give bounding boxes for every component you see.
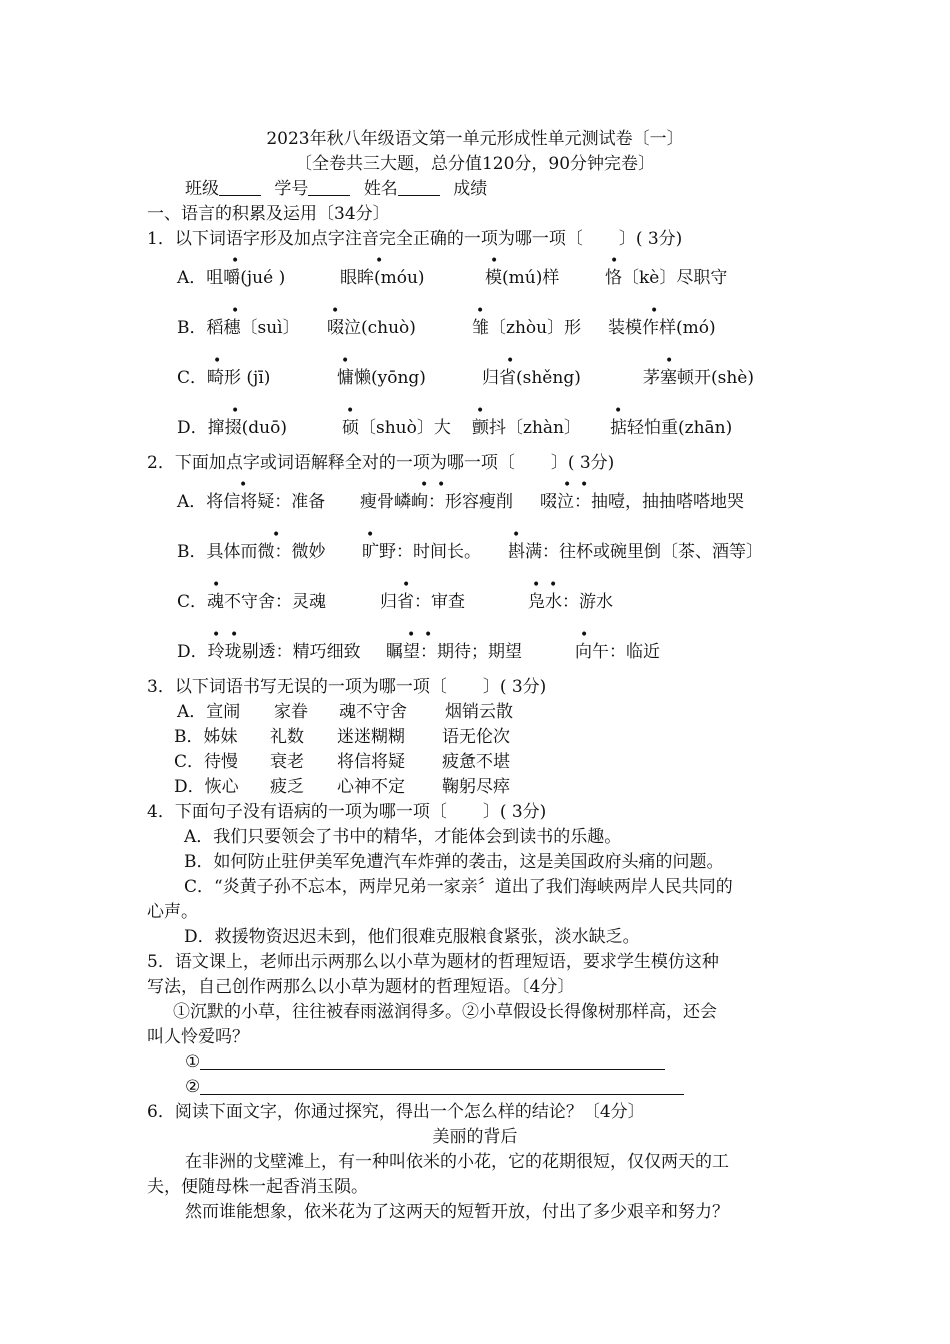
q1-option-c-2: 慵懒(yōng): [337, 368, 426, 388]
q3-option-a-1: A．宣闹: [177, 702, 241, 722]
q3-option-b-3: 迷迷糊糊: [337, 727, 405, 747]
q1-option-a-2: 眼眸(móu): [340, 268, 425, 288]
q2-option-d-3: 向午：临近: [575, 642, 660, 662]
emphasis-dot: •: [230, 627, 239, 643]
q3-option-d-2: 疲乏: [270, 777, 304, 797]
q2-option-b-1: B．具体而微：微妙: [177, 542, 326, 562]
emphasis-dot: •: [231, 403, 240, 419]
q3-points: 〕( 3分): [482, 677, 547, 697]
q4-points: 〕( 3分): [482, 802, 547, 822]
q2-option-b-3: 斟满：往杯或碗里倒〔茶、酒等〕: [508, 542, 763, 562]
exam-subtitle: 〔全卷共三大题，总分值120分，90分钟完卷〕: [294, 154, 656, 174]
exam-title: 2023年秋八年级语文第一单元形成性单元测试卷〔一〕: [266, 129, 684, 149]
q5-marker-1: ①: [185, 1052, 201, 1072]
emphasis-dot: •: [213, 353, 222, 369]
q3-option-c-4: 疲惫不堪: [442, 752, 510, 772]
q2-stem-text: 2．下面加点字或词语解释全对的一项为哪一项〔: [147, 453, 515, 473]
emphasis-dot: •: [580, 627, 589, 643]
q1-option-b-4: 装模作样(mó): [608, 318, 716, 338]
emphasis-dot: •: [341, 353, 350, 369]
id-field[interactable]: [308, 179, 350, 196]
q6-paragraph-2: 然而谁能想象，依米花为了这两天的短暂开放，付出了多少艰辛和努力？: [185, 1202, 729, 1222]
emphasis-dot: •: [476, 403, 485, 419]
class-label: 班级: [185, 179, 219, 199]
emphasis-dot: •: [231, 253, 240, 269]
q3-option-c-1: C．待慢: [174, 752, 239, 772]
q2-option-b-2: 旷野：时间长。: [362, 542, 481, 562]
emphasis-dot: •: [366, 527, 375, 543]
q2-option-d-1: D．玲珑剔透：精巧细致: [177, 642, 361, 662]
q3-option-c-2: 衰老: [270, 752, 304, 772]
q3-stem: [147, 676, 546, 698]
q1-option-b-3: 雏〔zhòu〕形: [472, 318, 582, 338]
emphasis-dot: •: [437, 477, 446, 493]
q5-marker-2: ②: [185, 1077, 201, 1097]
q2-option-c-3: 凫水：游水: [528, 592, 613, 612]
q1-option-d-3: 颤抖〔zhàn〕: [472, 418, 581, 438]
emphasis-dot: •: [272, 527, 281, 543]
q3-option-b-4: 语无伦次: [442, 727, 510, 747]
q2-points: 〕( 3分): [550, 453, 615, 473]
q1-stem-text: 1．以下词语字形及加点字注音完全正确的一项为哪一项〔: [147, 229, 583, 249]
q5-answer-2-field[interactable]: [200, 1077, 684, 1095]
q4-stem: [147, 801, 546, 823]
emphasis-dot: •: [231, 303, 240, 319]
emphasis-dot: •: [490, 253, 499, 269]
q6-paragraph-1: 在非洲的戈壁滩上，有一种叫依米的小花，它的花期很短，仅仅两天的工: [185, 1152, 729, 1172]
q3-option-a-3: 魂不守舍: [339, 702, 407, 722]
emphasis-dot: •: [402, 577, 411, 593]
q5-answer-line-2: [185, 1076, 684, 1098]
q6-paragraph-1-cont: 夫，便随母株一起香消玉陨。: [147, 1177, 368, 1197]
emphasis-dot: •: [650, 303, 659, 319]
emphasis-dot: •: [424, 627, 433, 643]
emphasis-dot: •: [375, 253, 384, 269]
q3-option-b-2: 礼数: [270, 727, 304, 747]
q1-option-a-3: 模(mú)样: [485, 268, 560, 288]
emphasis-dot: •: [331, 303, 340, 319]
q1-points: 〕( 3分): [618, 229, 683, 249]
q2-stem: [147, 452, 614, 474]
emphasis-dot: •: [512, 527, 521, 543]
emphasis-dot: •: [506, 353, 515, 369]
q2-option-a-2: 瘦骨嶙峋：形容瘦削: [360, 492, 513, 512]
q4-option-c: C．“炎黄子孙不忘本，两岸兄弟一家亲〞道出了我们海峡两岸人民共同的: [184, 877, 733, 897]
q2-option-d-2: 瞩望：期待；期望: [386, 642, 522, 662]
q3-option-b-1: B．姊妹: [174, 727, 238, 747]
q4-option-d: D．救援物资迟迟未到，他们很难克服粮食紧张，淡水缺乏。: [184, 927, 640, 947]
score-label: 成绩: [453, 179, 488, 199]
emphasis-dot: •: [532, 577, 541, 593]
q1-option-a-1: A．咀嚼(jué ): [177, 268, 286, 288]
q1-option-b-1: B．稻穗〔suì〕: [177, 318, 300, 338]
q1-option-c-3: 归省(shěng): [482, 368, 581, 388]
q5-answer-1-field[interactable]: [200, 1052, 665, 1070]
q5-stem-2: 写法，自己创作两那么以小草为题材的哲理短语。〔4分〕: [147, 977, 575, 997]
emphasis-dot: •: [610, 253, 619, 269]
emphasis-dot: •: [420, 477, 429, 493]
emphasis-dot: •: [346, 403, 355, 419]
emphasis-dot: •: [549, 577, 558, 593]
student-info-line: [185, 178, 487, 200]
name-field[interactable]: [398, 179, 440, 196]
q1-stem: [147, 228, 682, 250]
emphasis-dot: •: [614, 403, 623, 419]
q1-option-d-2: 硕〔shuò〕大: [342, 418, 451, 438]
emphasis-dot: •: [407, 627, 416, 643]
q6-passage-title: 美丽的背后: [432, 1127, 518, 1147]
emphasis-dot: •: [239, 477, 248, 493]
section-1-heading: 一、语言的积累及运用〔34分〕: [147, 204, 390, 224]
emphasis-dot: •: [563, 477, 572, 493]
q3-option-a-4: 烟销云散: [445, 702, 513, 722]
q6-stem: 6．阅读下面文字，你通过探究，得出一个怎么样的结论？〔4分〕: [147, 1102, 645, 1122]
q2-option-c-1: C．魂不守舍：灵魂: [177, 592, 327, 612]
class-field[interactable]: [219, 179, 261, 196]
q1-option-d-4: 掂轻怕重(zhān): [610, 418, 733, 438]
emphasis-dot: •: [476, 303, 485, 319]
q4-option-b: B．如何防止驻伊美军免遭汽车炸弹的袭击，这是美国政府头痛的问题。: [184, 852, 724, 872]
q5-example-2: 叫人怜爱吗？: [147, 1027, 249, 1047]
q1-option-b-2: 啜泣(chuò): [327, 318, 416, 338]
q2-option-a-3: 啜泣：抽噎，抽抽嗒嗒地哭: [540, 492, 744, 512]
q4-stem-text: 4．下面句子没有语病的一项为哪一项〔: [147, 802, 447, 822]
name-label: 姓名: [363, 179, 398, 199]
q3-option-d-1: D．恢心: [174, 777, 239, 797]
q3-option-d-4: 鞠躬尽瘁: [442, 777, 510, 797]
q3-option-d-3: 心神不定: [337, 777, 405, 797]
id-label: 学号: [274, 179, 309, 199]
q3-stem-text: 3．以下词语书写无误的一项为哪一项〔: [147, 677, 447, 697]
q2-option-a-1: A．将信将疑：准备: [177, 492, 326, 512]
q1-option-c-4: 茅塞顿开(shè): [643, 368, 754, 388]
emphasis-dot: •: [580, 477, 589, 493]
q4-option-a: A．我们只要领会了书中的精华，才能体会到读书的乐趣。: [184, 827, 622, 847]
q2-option-c-2: 归省：审查: [380, 592, 465, 612]
q1-option-a-4: 恪〔kè〕尽职守: [605, 268, 728, 288]
q3-option-a-2: 家眷: [274, 702, 308, 722]
emphasis-dot: •: [212, 627, 221, 643]
q3-option-c-3: 将信将疑: [337, 752, 405, 772]
emphasis-dot: •: [665, 353, 674, 369]
q4-option-c-cont: 心声。: [147, 902, 198, 922]
q1-option-c-1: C．畸形 (jī): [177, 368, 271, 388]
q5-stem-1: 5．语文课上，老师出示两那么以小草为题材的哲理短语，要求学生模仿这种: [147, 952, 719, 972]
q1-option-d-1: D．撺掇(duō): [177, 418, 287, 438]
q5-example-1: ①沉默的小草，往往被春雨滋润得多。②小草假设长得像树那样高，还会: [173, 1002, 717, 1022]
emphasis-dot: •: [212, 577, 221, 593]
q5-answer-line-1: [185, 1051, 665, 1073]
